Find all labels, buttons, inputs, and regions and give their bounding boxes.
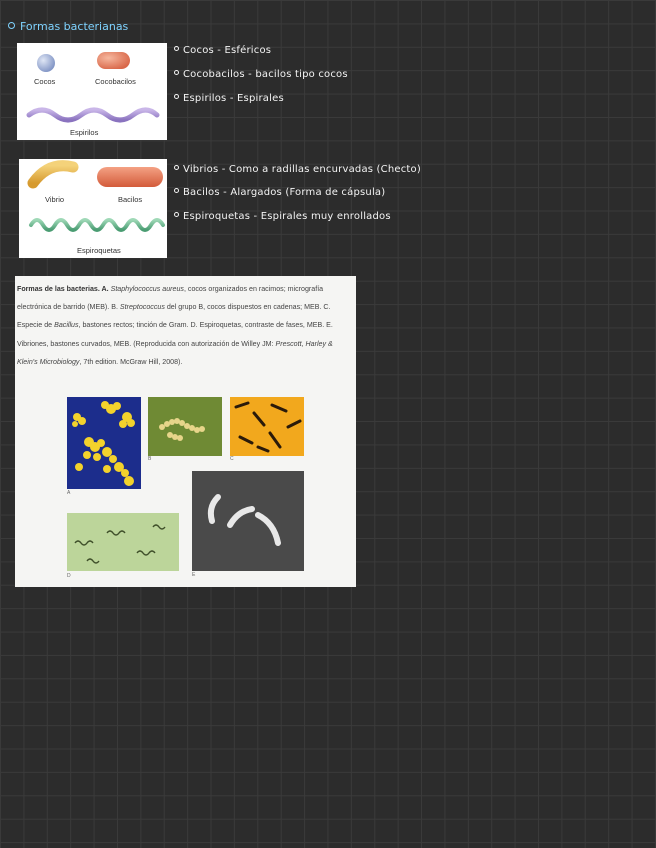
bullet-icon — [174, 212, 179, 217]
note-bacilos: Bacilos - Alargados (Forma de cápsula) — [174, 187, 385, 198]
bacillus-icon — [97, 167, 163, 187]
spirochete-icon — [31, 220, 163, 230]
bullet-circle-icon — [8, 22, 15, 29]
panel-label-d: D — [67, 573, 71, 579]
figure-caption: Formas de las bacterias. A. Staphylococcus aureus, cocos organizados en racimos; micrografía electrónica de barrido (MEB). B. Streptococcus del grupo B, cocos dispuestos en cadenas; MEB. C. Especie de Bacillus, bastones rectos; tinción de Gram. D. Espiroquetas, contraste de fases, MEB. E. Vibriones, bastones curvados, MEB. (Reproducida con autorización de Willey JM: Prescott, Harley & Klein's Microbiology, 7th edition. McGraw Hill, 2008). — [17, 285, 333, 366]
note-cocobacilos: Cocobacilos - bacilos tipo cocos — [174, 69, 348, 80]
label-cocos: Cocos — [34, 77, 56, 86]
label-espiroquetas: Espiroquetas — [77, 246, 121, 255]
panel-label-c: C — [230, 456, 234, 462]
note-espiroquetas: Espiroquetas - Espirales muy enrollados — [174, 211, 391, 222]
note-cocos: Cocos - Esféricos — [174, 45, 271, 56]
bullet-icon — [174, 94, 179, 99]
page-title: Formas bacterianas — [8, 20, 128, 33]
bullet-icon — [174, 165, 179, 170]
diagram-card-cocos — [17, 43, 167, 140]
bacteria-shapes-illustration-1 — [17, 43, 167, 140]
micrograph-e-vibrios — [192, 471, 304, 578]
micrograph-c-bacillus — [230, 397, 304, 462]
panel-label-b: B — [148, 456, 152, 462]
note-vibrios: Vibrios - Como a radillas encurvadas (Checto) — [174, 164, 421, 175]
panel-label-a: A — [67, 490, 71, 496]
spirillum-icon — [29, 110, 157, 120]
bacteria-shapes-illustration-2 — [19, 159, 167, 258]
note-espirilos: Espirilos - Espirales — [174, 93, 284, 104]
label-cocobacilos: Cocobacilos — [95, 77, 136, 86]
label-bacilos: Bacilos — [118, 195, 143, 204]
vibrio-icon — [33, 166, 73, 183]
coccobacillus-icon — [97, 52, 130, 69]
micrograph-d-spirochetes — [67, 513, 179, 579]
bullet-icon — [174, 70, 179, 75]
panel-label-e: E — [192, 572, 196, 578]
label-espirilos: Espirilos — [70, 128, 99, 137]
diagram-card-vibrio — [19, 159, 167, 258]
label-vibrio: Vibrio — [45, 195, 65, 204]
bullet-icon — [174, 188, 179, 193]
micrograph-b-streptococcus — [148, 397, 222, 462]
coccus-icon — [37, 54, 55, 72]
bullet-icon — [174, 46, 179, 51]
micrograph-a-staphylococcus — [67, 397, 141, 496]
